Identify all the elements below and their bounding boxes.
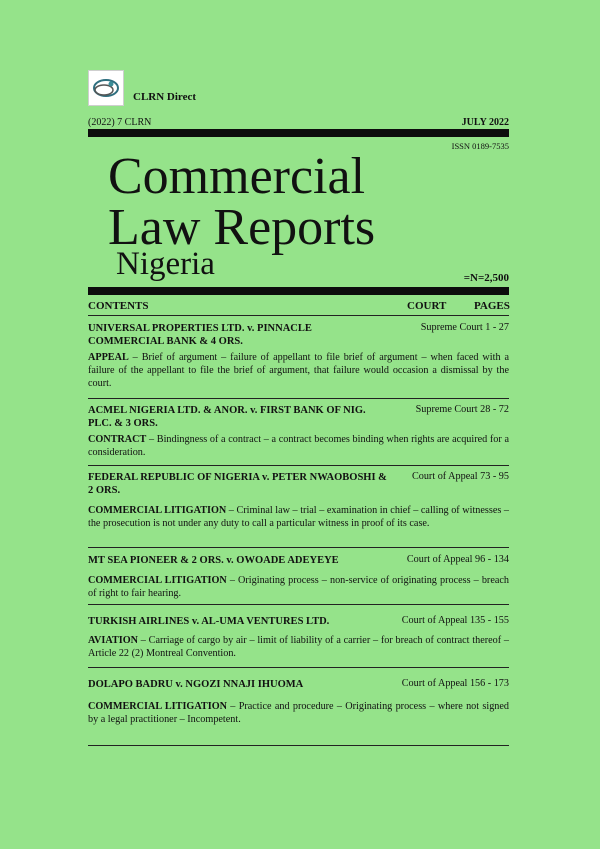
case-subject: COMMERCIAL LITIGATION — [88, 505, 227, 516]
case-court-pages: Supreme Court 1 - 27 — [420, 322, 509, 333]
top-divider — [88, 129, 509, 137]
case-summary: COMMERCIAL LITIGATION – Criminal law – trial – examination in chief – calling of witnesses – the prosecution is not under any duty to call a particular witness in proof of its case. — [88, 505, 509, 529]
case-divider — [88, 745, 509, 746]
case-title: ACMEL NIGERIA LTD. & ANOR. v. FIRST BANK OF NIG. PLC. & 3 ORS. — [88, 405, 366, 429]
case-title: DOLAPO BADRU v. NGOZI NNAJI IHUOMA — [88, 679, 304, 690]
brand-name: CLRN Direct — [133, 91, 197, 103]
case-court-pages: Court of Appeal 96 - 134 — [406, 554, 509, 565]
case-divider — [88, 398, 509, 399]
case-divider — [88, 667, 509, 668]
case-divider — [88, 465, 509, 466]
case-subject: AVIATION — [88, 635, 139, 646]
case-summary: CONTRACT – Bindingness of a contract – a contract becomes binding when rights are acquired for a consideration. — [88, 434, 509, 458]
title-line-1: Commercial — [108, 148, 366, 205]
case-summary: COMMERCIAL LITIGATION – Originating process – non-service of originating process – breach of right to fair hearing. — [88, 575, 509, 599]
title-divider — [88, 287, 509, 295]
price: =N=2,500 — [463, 272, 509, 284]
clrn-logo — [88, 70, 124, 106]
issue-number: (2022) 7 CLRN — [88, 117, 152, 128]
case-title: TURKISH AIRLINES v. AL-UMA VENTURES LTD. — [88, 616, 330, 627]
subtitle: Nigeria — [116, 246, 215, 282]
case-subject: CONTRACT — [88, 434, 147, 445]
case-court-pages: Supreme Court 28 - 72 — [415, 404, 509, 415]
issue-date: JULY 2022 — [461, 117, 509, 128]
case-subject: APPEAL — [88, 352, 129, 363]
case-title: MT SEA PIONEER & 2 ORS. v. OWOADE ADEYEYE — [88, 555, 339, 566]
court-header: COURT — [407, 300, 447, 312]
issn: ISSN 0189-7535 — [451, 141, 509, 151]
pages-header: PAGES — [474, 300, 510, 312]
case-court-pages: Court of Appeal 73 - 95 — [411, 471, 509, 482]
title-line-2: Law Reports — [108, 199, 376, 256]
case-court-pages: Court of Appeal 156 - 173 — [401, 678, 509, 689]
case-divider — [88, 604, 509, 605]
case-subject: COMMERCIAL LITIGATION — [88, 575, 227, 586]
case-court-pages: Court of Appeal 135 - 155 — [401, 615, 509, 626]
case-title: FEDERAL REPUBLIC OF NIGERIA v. PETER NWAOBOSHI & 2 ORS. — [88, 472, 387, 496]
case-summary: COMMERCIAL LITIGATION – Practice and procedure – Originating process – where not signed by a legal practitioner – Incompetent. — [88, 701, 509, 725]
case-divider — [88, 547, 509, 548]
case-title: UNIVERSAL PROPERTIES LTD. v. PINNACLE COMMERCIAL BANK & 4 ORS. — [88, 323, 312, 347]
case-summary: AVIATION – Carriage of cargo by air – limit of liability of a carrier – for breach of contract thereof – Article 22 (2) Montreal Convention. — [88, 635, 509, 659]
case-subject: COMMERCIAL LITIGATION — [88, 701, 227, 712]
case-summary: APPEAL – Brief of argument – failure of appellant to file brief of argument – when faced with a failure of the appellant to file the brief of argument, that failure would occasion a dismissal by the court. — [88, 352, 509, 389]
header-divider — [88, 315, 509, 316]
contents-header: CONTENTS — [88, 300, 149, 312]
